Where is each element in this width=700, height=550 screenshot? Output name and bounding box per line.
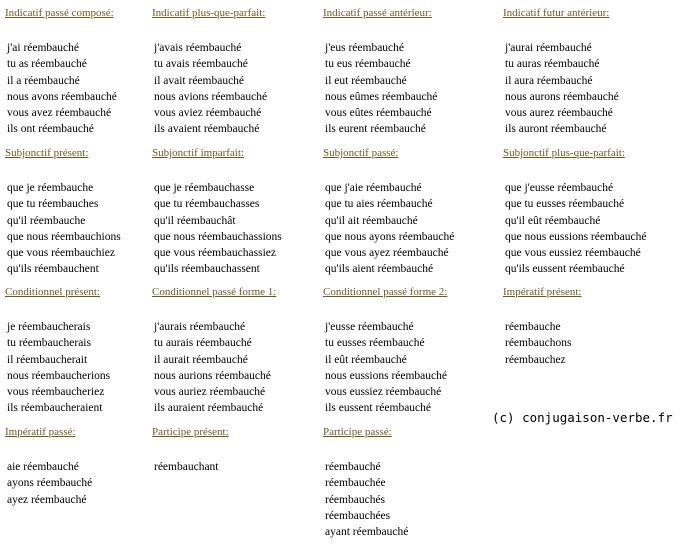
tense-heading[interactable]: Subjonctif imparfait:	[152, 147, 244, 159]
conjugation-line: il avait réembauché	[154, 74, 245, 87]
conjugation-line: tu eus réembauché	[325, 58, 411, 71]
conjugation-line: nous avions réembauché	[154, 90, 268, 103]
conjugation-line: réembauché	[325, 461, 381, 473]
conjugation-list	[505, 319, 571, 368]
conjugation-list	[325, 459, 408, 540]
conjugation-line: qu'il eût réembauché	[505, 214, 601, 227]
tense-heading[interactable]: Indicatif passé antérieur:	[323, 7, 432, 19]
conjugation-line: j'avais réembauché	[154, 42, 242, 54]
conjugation-line: vous eussiez réembauché	[325, 386, 442, 399]
conjugation-line: qu'il réembauche	[7, 214, 86, 227]
conjugation-line: j'eus réembauché	[325, 42, 405, 54]
conjugation-line: que vous eussiez réembauché	[505, 247, 641, 260]
tense-heading[interactable]: Subjonctif présent:	[5, 147, 89, 159]
conjugation-line: il eut réembauché	[325, 74, 407, 87]
conjugation-line: qu'il ait réembauché	[325, 214, 418, 227]
conjugation-line: que j'eusse réembauché	[505, 182, 614, 194]
conjugation-line: vous auriez réembauché	[154, 386, 266, 399]
conjugation-line: j'ai réembauché	[7, 42, 79, 54]
conjugation-line: nous avons réembauché	[7, 90, 117, 103]
conjugation-line: tu aurais réembauché	[154, 337, 252, 350]
conjugation-line: nous aurions réembauché	[154, 369, 271, 382]
conjugation-line: j'aurai réembauché	[505, 42, 592, 54]
conjugation-line: ayons réembauché	[7, 477, 93, 490]
conjugation-line: il aurait réembauché	[154, 353, 248, 366]
conjugation-list	[325, 40, 437, 138]
conjugation-line: ils eurent réembauché	[325, 123, 426, 136]
conjugation-line: vous réembaucheriez	[7, 386, 105, 399]
conjugation-line: tu réembaucherais	[7, 337, 91, 350]
conjugation-line: tu eusses réembauché	[325, 337, 425, 350]
conjugation-line: qu'ils aient réembauché	[325, 263, 434, 276]
conjugation-list	[7, 319, 110, 417]
conjugation-list	[325, 319, 447, 417]
conjugation-line: ils réembaucheraient	[7, 402, 103, 415]
conjugation-line: ayant réembauché	[325, 526, 409, 539]
conjugation-line: réembauchées	[325, 509, 391, 522]
tense-heading[interactable]: Indicatif futur antérieur:	[503, 7, 610, 19]
conjugation-line: qu'ils eussent réembauché	[505, 263, 625, 276]
conjugation-line: tu auras réembauché	[505, 58, 600, 71]
conjugation-line: que vous réembauchassiez	[154, 247, 276, 260]
conjugation-line: vous avez réembauché	[7, 107, 112, 120]
conjugation-list	[7, 180, 121, 278]
conjugation-line: que vous réembauchiez	[7, 247, 115, 260]
conjugation-line: il a réembauché	[7, 74, 80, 87]
tense-heading[interactable]: Subjonctif plus-que-parfait:	[503, 147, 625, 159]
conjugation-line: nous réembaucherions	[7, 369, 111, 382]
conjugation-line: j'eusse réembauché	[325, 321, 414, 333]
conjugation-line: que tu réembauches	[7, 198, 99, 211]
conjugation-line: vous aurez réembauché	[505, 107, 613, 120]
tense-heading[interactable]: Conditionnel passé forme 2:	[323, 286, 448, 298]
conjugation-line: que tu aies réembauché	[325, 198, 433, 211]
conjugation-line: que nous eussions réembauché	[505, 230, 647, 243]
conjugation-line: ils avaient réembauché	[154, 123, 260, 136]
conjugation-line: que nous ayons réembauché	[325, 230, 455, 243]
conjugation-list	[7, 459, 92, 508]
conjugation-line: aie réembauché	[7, 461, 79, 473]
conjugation-list	[154, 180, 282, 278]
conjugation-line: vous aviez réembauché	[154, 107, 262, 120]
conjugation-list	[505, 40, 619, 138]
conjugation-line: j'aurais réembauché	[154, 321, 246, 333]
conjugation-line: réembauchée	[325, 477, 386, 490]
conjugation-line: ils auraient réembauché	[154, 402, 264, 415]
conjugation-list	[505, 180, 646, 278]
conjugation-list	[154, 459, 219, 475]
conjugation-line: ils eussent réembauché	[325, 402, 432, 415]
tense-heading[interactable]: Participe passé:	[323, 426, 392, 438]
conjugation-line: que tu eusses réembauché	[505, 198, 625, 211]
conjugation-line: réembauchant	[154, 461, 219, 473]
conjugation-line: que je réembauche	[7, 182, 94, 194]
conjugation-line: que j'aie réembauché	[325, 182, 422, 194]
conjugation-line: nous aurons réembauché	[505, 90, 619, 103]
conjugation-line: il aura réembauché	[505, 74, 593, 87]
conjugation-line: il eût réembauché	[325, 353, 407, 366]
conjugation-list	[7, 40, 117, 138]
conjugation-line: que vous ayez réembauché	[325, 247, 449, 260]
conjugation-line: que tu réembauchasses	[154, 198, 260, 211]
conjugation-line: tu avais réembauché	[154, 58, 248, 71]
conjugation-line: vous eûtes réembauché	[325, 107, 432, 120]
conjugation-list	[154, 40, 267, 138]
tense-heading[interactable]: Conditionnel présent:	[5, 286, 101, 298]
tense-heading[interactable]: Participe présent:	[152, 426, 229, 438]
tense-heading[interactable]: Subjonctif passé:	[323, 147, 399, 159]
conjugation-line: réembauche	[505, 321, 561, 333]
conjugation-line: nous eûmes réembauché	[325, 90, 438, 103]
tense-heading[interactable]: Impératif passé:	[5, 426, 76, 438]
conjugation-line: il réembaucherait	[7, 353, 88, 366]
conjugation-line: que nous réembauchions	[7, 230, 121, 243]
tense-heading[interactable]: Conditionnel passé forme 1:	[152, 286, 277, 298]
conjugation-line: tu as réembauché	[7, 58, 87, 71]
tense-heading[interactable]: Indicatif plus-que-parfait:	[152, 7, 266, 19]
conjugation-list	[154, 319, 271, 417]
conjugation-line: ils ont réembauché	[7, 123, 94, 136]
copyright-credit: (c) conjugaison-verbe.fr	[492, 410, 673, 425]
conjugation-line: que je réembauchasse	[154, 182, 255, 194]
tense-heading[interactable]: Impératif présent:	[503, 286, 582, 298]
conjugation-line: réembauchons	[505, 337, 572, 350]
conjugation-line: réembauchés	[325, 493, 386, 506]
conjugation-line: réembauchez	[505, 353, 566, 366]
conjugation-list	[325, 180, 454, 278]
conjugation-line: nous eussions réembauché	[325, 369, 447, 382]
tense-heading[interactable]: Indicatif passé composé:	[5, 7, 114, 19]
conjugation-line: que nous réembauchassions	[154, 230, 282, 243]
conjugation-line: je réembaucherais	[7, 321, 91, 333]
conjugation-line: qu'ils réembauchent	[7, 263, 99, 276]
conjugation-line: ils auront réembauché	[505, 123, 607, 136]
conjugation-line: ayez réembauché	[7, 493, 87, 506]
conjugation-line: qu'ils réembauchassent	[154, 263, 260, 276]
conjugation-line: qu'il réembauchât	[154, 214, 236, 227]
